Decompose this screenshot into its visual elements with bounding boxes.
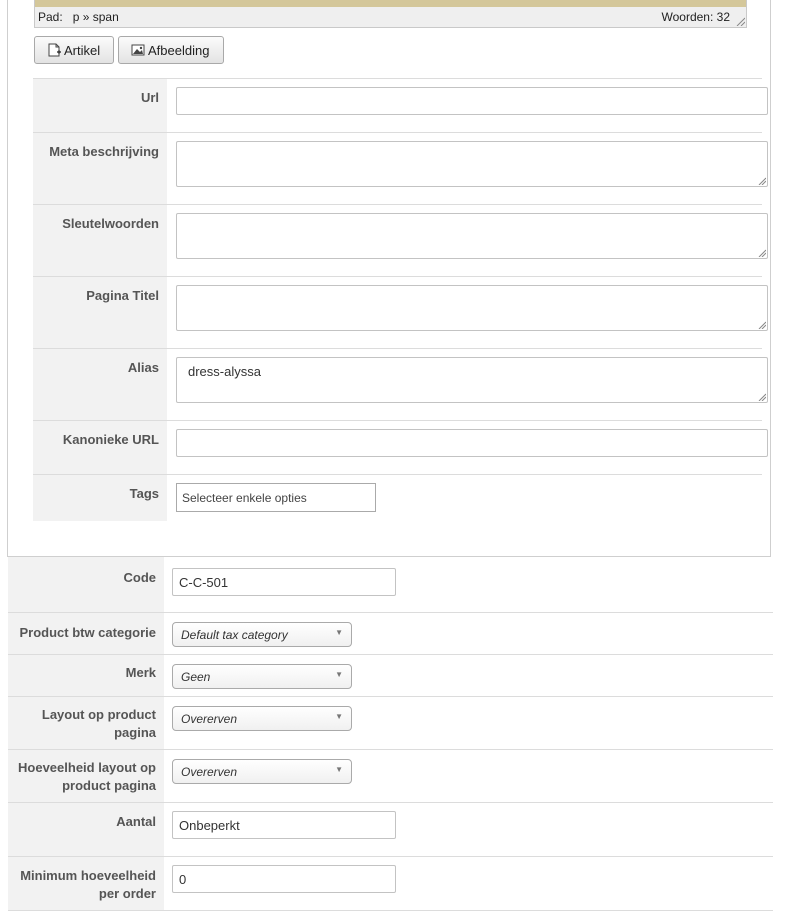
tax-category-value: Default tax category bbox=[181, 628, 288, 642]
code-input[interactable]: C-C-501 bbox=[172, 568, 396, 596]
path-value[interactable]: p » span bbox=[72, 10, 119, 24]
resize-grip-icon[interactable] bbox=[758, 249, 766, 257]
insert-image-label: Afbeelding bbox=[148, 42, 210, 58]
chevron-down-icon: ▼ bbox=[335, 712, 343, 721]
chevron-down-icon: ▼ bbox=[335, 628, 343, 637]
page-layout-value: Overerven bbox=[181, 712, 238, 726]
min-quantity-label bbox=[8, 857, 164, 910]
tax-category-label: Product btw categorie bbox=[8, 613, 164, 654]
quantity-layout-select[interactable] bbox=[172, 759, 352, 784]
brand-value: Geen bbox=[181, 670, 211, 684]
min-quantity-input[interactable]: 0 bbox=[172, 865, 396, 893]
page-layout-label-line2: pagina bbox=[114, 725, 156, 740]
meta-description-textarea[interactable] bbox=[176, 141, 768, 187]
editor-path bbox=[38, 10, 119, 24]
form-row-page-layout bbox=[8, 697, 773, 750]
min-quantity-label-line1: Minimum hoeveelheid bbox=[20, 868, 156, 883]
form-row-amount bbox=[8, 803, 773, 857]
seo-form bbox=[33, 78, 762, 521]
form-row-alias bbox=[33, 348, 762, 420]
keywords-label: Sleutelwoorden bbox=[33, 205, 167, 276]
form-row-canonical-url bbox=[33, 420, 762, 474]
page-layout-label-line1: Layout op product bbox=[41, 707, 156, 722]
insert-image-button[interactable] bbox=[118, 36, 224, 64]
resize-grip-icon[interactable] bbox=[758, 321, 766, 329]
form-row-tags bbox=[33, 474, 762, 521]
form-row-url bbox=[33, 78, 762, 132]
resize-grip-icon[interactable] bbox=[758, 393, 766, 401]
amount-input[interactable]: Onbeperkt bbox=[172, 811, 396, 839]
form-row-min-quantity bbox=[8, 857, 773, 911]
word-count: Woorden: 32 bbox=[661, 10, 730, 24]
form-row-meta-description bbox=[33, 132, 762, 204]
quantity-layout-label-line1: Hoeveelheid layout op bbox=[18, 760, 156, 775]
page-title-label: Pagina Titel bbox=[33, 277, 167, 348]
canonical-url-input[interactable] bbox=[176, 429, 768, 457]
resize-grip-icon[interactable] bbox=[735, 16, 745, 26]
document-plus-icon bbox=[47, 43, 61, 57]
alias-textarea[interactable] bbox=[176, 357, 768, 403]
quantity-layout-value: Overerven bbox=[181, 765, 238, 779]
editor-status-bar bbox=[34, 0, 747, 28]
form-row-brand bbox=[8, 655, 773, 697]
quantity-layout-label bbox=[8, 750, 164, 802]
amount-label: Aantal bbox=[8, 803, 164, 856]
insert-article-button[interactable] bbox=[34, 36, 114, 64]
url-label: Url bbox=[33, 79, 167, 132]
form-row-quantity-layout bbox=[8, 750, 773, 803]
chevron-down-icon: ▼ bbox=[335, 670, 343, 679]
tax-category-select[interactable] bbox=[172, 622, 352, 647]
form-row-page-title bbox=[33, 276, 762, 348]
resize-grip-icon[interactable] bbox=[758, 177, 766, 185]
url-input[interactable] bbox=[176, 87, 768, 115]
brand-select[interactable] bbox=[172, 664, 352, 689]
alias-label: Alias bbox=[33, 349, 167, 420]
quantity-layout-label-line2: product pagina bbox=[62, 778, 156, 793]
form-row-tax-category bbox=[8, 613, 773, 655]
brand-label: Merk bbox=[8, 655, 164, 696]
meta-description-label: Meta beschrijving bbox=[33, 133, 167, 204]
code-label: Code bbox=[8, 557, 164, 612]
content-panel bbox=[7, 0, 771, 557]
tags-label: Tags bbox=[33, 475, 167, 521]
form-row-code bbox=[8, 557, 773, 613]
alias-value: dress-alyssa bbox=[188, 364, 261, 379]
form-row-keywords bbox=[33, 204, 762, 276]
product-form bbox=[8, 557, 773, 911]
insert-article-label: Artikel bbox=[64, 42, 101, 58]
page-title-textarea[interactable] bbox=[176, 285, 768, 331]
page-layout-label bbox=[8, 697, 164, 749]
image-icon bbox=[131, 43, 145, 57]
chevron-down-icon: ▼ bbox=[335, 765, 343, 774]
page-layout-select[interactable] bbox=[172, 706, 352, 731]
min-quantity-label-line2: per order bbox=[98, 886, 156, 901]
keywords-textarea[interactable] bbox=[176, 213, 768, 259]
tags-select-input[interactable]: Selecteer enkele opties bbox=[176, 483, 376, 512]
path-label: Pad: bbox=[38, 10, 63, 24]
canonical-url-label: Kanonieke URL bbox=[33, 421, 167, 474]
editor-bottom-edge bbox=[35, 0, 746, 7]
